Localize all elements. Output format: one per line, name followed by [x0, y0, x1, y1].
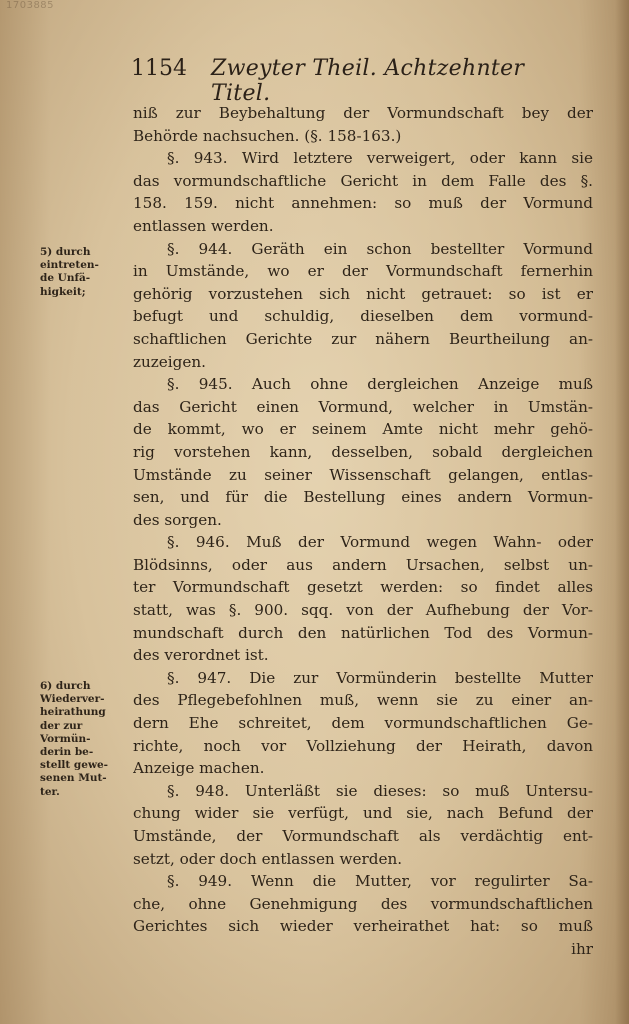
text-line: Anzeige machen.: [133, 759, 265, 778]
margin-note-line: 5) durch: [40, 246, 91, 258]
text-line: niß zur Beybehaltung der Vormundschaft bey der: [133, 104, 593, 122]
library-stamp: 1703885: [6, 0, 55, 11]
text-line: ter Vormundschaft gesetzt werden: so findet alles: [133, 578, 593, 597]
margin-note-line: derin be-: [40, 746, 94, 759]
margin-note-line: 6) durch: [40, 680, 91, 692]
page-header: [131, 56, 561, 106]
paragraph-945-start: §. 945. Auch ohne dergleichen Anzeige muß: [167, 375, 593, 394]
margin-note-remarriage: [40, 680, 124, 799]
text-line: das vormundschaftliche Gericht in dem Falle des §.: [133, 171, 593, 190]
text-line: richte, noch vor Vollziehung der Heirath, davon: [133, 736, 593, 755]
margin-note-line: senen Mut-: [40, 772, 107, 785]
text-line: des verordnet ist.: [133, 646, 269, 665]
page-number: 1154: [131, 56, 187, 81]
text-line: Umstände, der Vormundschaft als verdächtig ent-: [133, 827, 593, 845]
text-line: in Umstände, wo er der Vormundschaft fernerhin: [133, 262, 593, 281]
text-line: zuzeigen.: [133, 352, 206, 371]
running-title: Zweyter Theil. Achtzehnter Titel.: [211, 56, 525, 106]
margin-note-line: heirathung: [40, 706, 106, 719]
paragraph-943-start: §. 943. Wird letztere verweigert, oder kann sie: [167, 149, 593, 168]
margin-note-incapacity: [40, 246, 124, 299]
paragraph-946-start: §. 946. Muß der Vormund wegen Wahn- oder: [167, 533, 593, 552]
margin-note-line: Wiederver-: [40, 693, 105, 706]
text-line: rig vorstehen kann, desselben, sobald dergleichen: [133, 442, 593, 461]
margin-note-line: eintreten-: [40, 259, 99, 272]
text-line: de kommt, wo er seinem Amte nicht mehr gehö-: [133, 420, 593, 439]
text-line: gehörig vorzustehen sich nicht getrauet: so ist er: [133, 284, 593, 303]
text-line: Gerichtes sich wieder verheirathet hat: so muß: [133, 917, 593, 936]
text-line: 158. 159. nicht annehmen: so muß der Vormund: [133, 194, 593, 213]
body-text: [133, 102, 593, 961]
margin-note-line: der zur: [40, 719, 83, 732]
text-line: des Pflegebefohlnen muß, wenn sie zu einer an-: [133, 691, 593, 710]
paragraph-949-start: §. 949. Wenn die Mutter, vor regulirter Sa-: [167, 872, 593, 891]
text-line: dern Ehe schreitet, dem vormundschaftlichen Ge-: [133, 714, 593, 733]
text-line: chung wider sie verfügt, und sie, nach Befund der: [133, 804, 593, 823]
text-line: statt, was §. 900. sqq. von der Aufhebung der Vor-: [133, 601, 593, 620]
text-line: sen, und für die Bestellung eines andern Vormun-: [133, 488, 593, 507]
paragraph-944-start: §. 944. Geräth ein schon bestellter Vormund: [167, 239, 593, 258]
text-line: das Gericht einen Vormund, welcher in Umstän-: [133, 397, 593, 416]
paragraph-948-start: §. 948. Unterläßt sie dieses: so muß Untersu-: [167, 781, 593, 800]
text-line: setzt, oder doch entlassen werden.: [133, 849, 403, 868]
margin-note-line: Vormün-: [40, 732, 91, 745]
margin-note-line: stellt gewe-: [40, 759, 109, 772]
text-line: Blödsinns, oder aus andern Ursachen, selbst un-: [133, 555, 593, 574]
text-line: Umstände zu seiner Wissenschaft gelangen, entlas-: [133, 465, 593, 484]
text-line: Behörde nachsuchen. (§. 158-163.): [133, 126, 402, 145]
margin-note-line: de Unfä-: [40, 272, 91, 285]
margin-note-line: higkeit;: [40, 285, 86, 298]
catchword: ihr: [571, 939, 593, 958]
text-line: che, ohne Genehmigung des vormundschaftlichen: [133, 894, 593, 913]
paragraph-947-start: §. 947. Die zur Vormünderin bestellte Mutter: [167, 668, 593, 687]
text-line: entlassen werden.: [133, 216, 274, 235]
margin-note-line: ter.: [40, 785, 60, 798]
text-line: des sorgen.: [133, 510, 222, 529]
text-line: mundschaft durch den natürlichen Tod des Vormun-: [133, 623, 593, 642]
text-line: schaftlichen Gerichte zur nähern Beurtheilung an-: [133, 329, 593, 348]
text-line: befugt und schuldig, dieselben dem vormund-: [133, 307, 593, 326]
